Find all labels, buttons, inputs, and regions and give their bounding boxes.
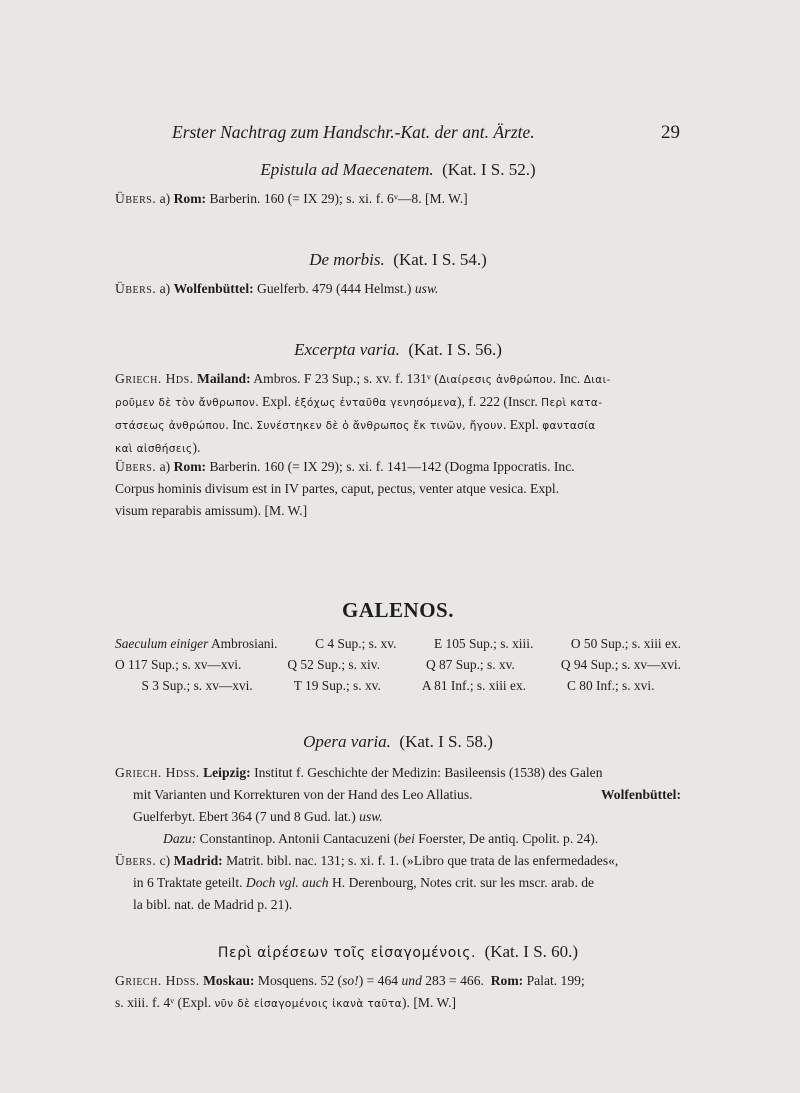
page-number: 29 (661, 122, 680, 143)
section-heading-epistula (115, 160, 681, 180)
list-item: Q 87 Sup.; s. xv. (425, 657, 515, 672)
list-item: C 4 Sup.; s. xv. (315, 636, 397, 651)
greek-text: Συνέστηκεν δὲ ὁ ἄνθρωπος ἔκ τινῶν, ἤγουν (256, 420, 503, 432)
entry-de-morbis (115, 278, 681, 300)
entry-line: la bibl. nat. de Madrid p. 21). (133, 897, 293, 912)
entry-label: Übers. (115, 459, 157, 474)
library-location: Wolfenbüttel: (173, 281, 254, 296)
list-item: S 3 Sup.; s. xv—xvi. (141, 678, 253, 693)
library-location: Mailand: (193, 371, 251, 386)
entry-line: Griech. Hdss. Moskau: Mosquens. 52 (so!) = 464 und 283 = 466. Rom: Palat. 199; (115, 973, 585, 988)
catalogue-ref: (Kat. I S. 56.) (408, 340, 502, 359)
section-heading-opera-varia (115, 732, 681, 752)
entry-opera-translation (115, 850, 681, 916)
entry-label: Griech. Hdss. (115, 973, 200, 988)
library-location: Moskau: (199, 973, 255, 988)
section-heading-excerpta (115, 340, 681, 360)
entry-line: Dazu: Constantinop. Antonii Cantacuzeni (bei Foerster, De antiq. Cpolit. p. 24). (163, 831, 599, 846)
section-heading-peri-haireseon (115, 942, 681, 962)
greek-text: Περὶ κατα- (541, 397, 603, 409)
entry-line: καὶ αἰσθήσεις). (115, 440, 201, 455)
list-item: O 117 Sup.; s. xv—xvi. (115, 657, 242, 672)
header-title: Erster Nachtrag zum Handschr.-Kat. der ant. Ärzte. (172, 122, 535, 142)
section-title: Περὶ αἱρέσεων τοῖς εἰσαγομένοις. (217, 945, 477, 961)
library-location: Madrid: (173, 853, 223, 868)
entry-label: Übers. (115, 191, 157, 206)
entry-epistula (115, 188, 681, 210)
greek-text: στάσεως ἀνθρώπου (115, 420, 226, 432)
entry-excerpta-greek (115, 368, 681, 460)
library-location: Wolfenbüttel: (600, 787, 681, 802)
entry-line: Übers. a) Rom: Barberin. 160 (= IX 29); s. xi. f. 6ᵛ—8. [M. W.] (115, 191, 468, 206)
greek-text: φαντασία (542, 420, 596, 432)
greek-text: Διαίρεσις ἀνθρώπου (438, 374, 553, 386)
catalogue-ref: (Kat. I S. 58.) (399, 732, 493, 751)
library-location: Rom: (490, 973, 524, 988)
list-item: E 105 Sup.; s. xiii. (433, 636, 534, 651)
list-item: C 80 Inf.; s. xvi. (567, 678, 655, 693)
entry-opera-greek (115, 762, 681, 850)
list-row (115, 657, 681, 678)
ambrosiani-list (115, 636, 681, 699)
entry-label: Übers. (115, 281, 157, 296)
entry-line: visum reparabis amissum). [M. W.] (115, 503, 308, 518)
greek-text: Διαι- (583, 374, 611, 386)
list-item: Q 52 Sup.; s. xiv. (287, 657, 380, 672)
entry-line: Guelferbyt. Ebert 364 (7 und 8 Gud. lat.) usw. (133, 809, 383, 824)
entry-line: στάσεως ἀνθρώπου. Inc. Συνέστηκεν δὲ ὁ ἄνθρωπος ἔκ τινῶν, ἤγουν. Expl. φαντασία (115, 417, 596, 432)
entry-label: Griech. Hdss. (115, 765, 200, 780)
greek-text: νῦν δὲ εἰσαγομένοις ἱκανὰ ταῦτα (214, 998, 403, 1010)
entry-line: in 6 Traktate geteilt. Doch vgl. auch H. Derenbourg, Notes crit. sur les mscr. arab. de (133, 875, 595, 890)
library-location: Leipzig: (199, 765, 251, 780)
list-item: O 50 Sup.; s. xiii ex. (570, 636, 681, 651)
greek-text: ἐξόχως ἐνταῦθα γενησόμενα (294, 397, 457, 409)
entry-label: Griech. Hds. (115, 371, 194, 386)
list-item: Q 94 Sup.; s. xv—xvi. (560, 657, 681, 672)
section-title: Epistula ad Maecenatem. (260, 160, 434, 179)
entry-line: ροῦμεν δὲ τὸν ἄνθρωπον. Expl. ἐξόχως ἐνταῦθα γενησόμενα), f. 222 (Inscr. Περὶ κατα- (115, 394, 603, 409)
greek-text: καὶ αἰσθήσεις (115, 443, 193, 455)
greek-text: ροῦμεν δὲ τὸν ἄνθρωπον (115, 397, 256, 409)
catalogue-ref: (Kat. I S. 54.) (393, 250, 487, 269)
entry-line: Übers. c) Madrid: Matrit. bibl. nac. 131; s. xi. f. 1. (»Libro que trata de las enfermedades«, (115, 853, 619, 868)
entry-line: mit Varianten und Korrekturen von der Hand des Leo Allatius. Wolfenbüttel: (115, 784, 681, 806)
entry-label: Übers. (115, 853, 157, 868)
author-heading: GALENOS. (342, 598, 454, 622)
section-title: Excerpta varia. (294, 340, 400, 359)
section-heading-de-morbis (115, 250, 681, 270)
section-title: De morbis. (309, 250, 385, 269)
entry-line: Übers. a) Wolfenbüttel: Guelferb. 479 (444 Helmst.) usw. (115, 281, 439, 296)
list-item: A 81 Inf.; s. xiii ex. (421, 678, 526, 693)
catalogue-ref: (Kat. I S. 60.) (484, 942, 579, 961)
list-row (115, 678, 681, 699)
entry-line: Griech. Hdss. Leipzig: Institut f. Geschichte der Medizin: Basileensis (1538) des Galen (115, 765, 603, 780)
library-location: Rom: (173, 191, 207, 206)
catalogue-ref: (Kat. I S. 52.) (442, 160, 536, 179)
list-row: Saeculum einiger Ambrosiani. C 4 Sup.; s. xv. E 105 Sup.; s. xiii. O 50 Sup.; s. xiii ex. (115, 636, 681, 657)
entry-line: Griech. Hds. Mailand: Ambros. F 23 Sup.; s. xv. f. 131ᵛ (Διαίρεσις ἀνθρώπου. Inc. Διαι- (115, 371, 611, 386)
library-location: Rom: (173, 459, 207, 474)
entry-excerpta-translation (115, 456, 681, 522)
list-item: T 19 Sup.; s. xv. (293, 678, 381, 693)
entry-line: Corpus hominis divisum est in IV partes, caput, pectus, venter atque vesica. Expl. (115, 481, 560, 496)
running-header (160, 122, 680, 146)
entry-line: Übers. a) Rom: Barberin. 160 (= IX 29); s. xi. f. 141—142 (Dogma Ippocratis. Inc. (115, 459, 575, 474)
section-title: Opera varia. (303, 732, 391, 751)
entry-line: s. xiii. f. 4ᵛ (Expl. νῦν δὲ εἰσαγομένοις ἱκανὰ ταῦτα). [M. W.] (115, 995, 457, 1010)
entry-peri-haireseon (115, 970, 681, 1015)
